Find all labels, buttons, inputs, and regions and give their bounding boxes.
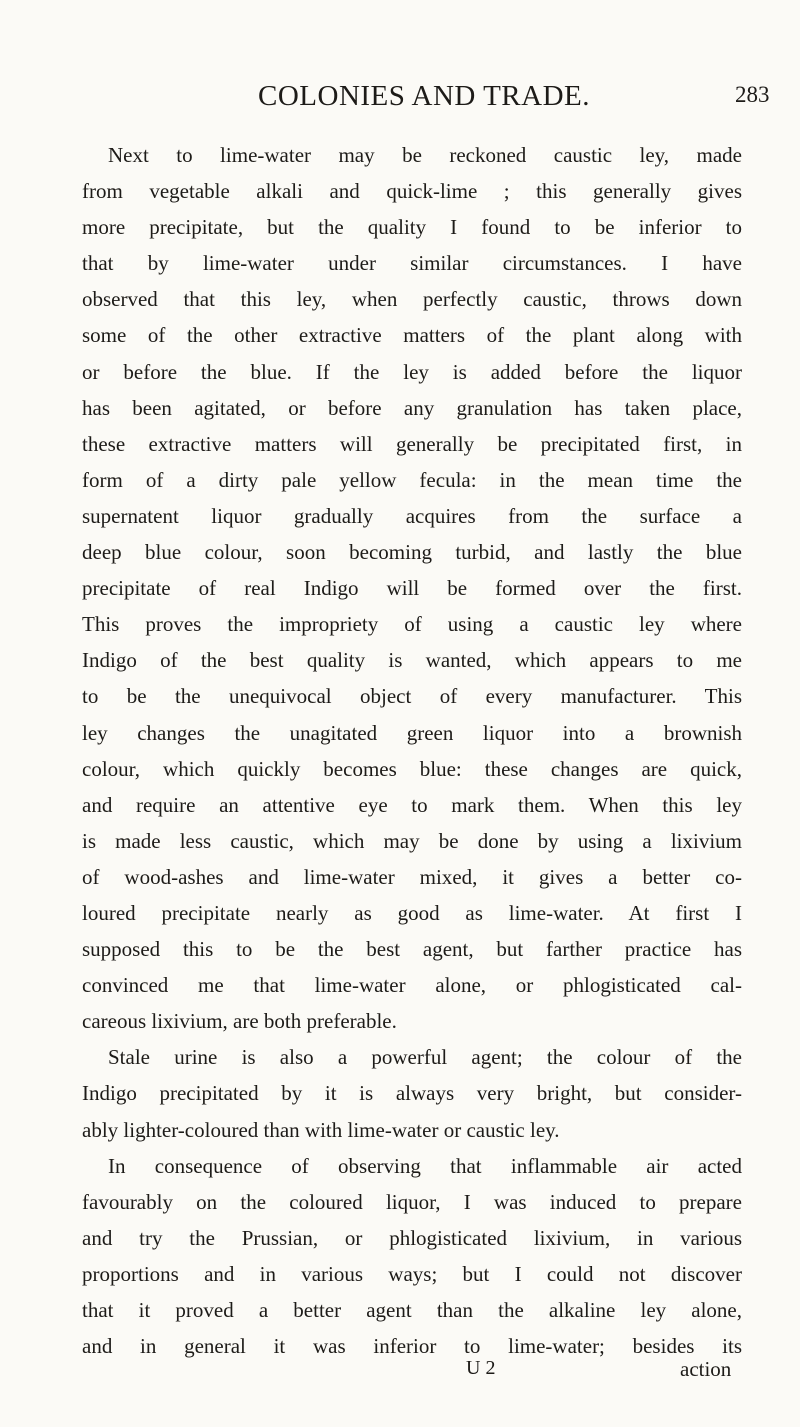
text-line: and in general it was inferior to lime-water; besides its xyxy=(82,1334,742,1359)
text-line: ably lighter-coloured than with lime-water or caustic ley. xyxy=(82,1117,560,1142)
text-line: is made less caustic, which may be done by using a lixivium xyxy=(82,828,742,853)
text-line: or before the blue. If the ley is added before the liquor xyxy=(82,359,742,384)
text-line: these extractive matters will generally be precipitated first, in xyxy=(82,431,742,456)
signature-mark: U 2 xyxy=(466,1357,496,1379)
text-line: convinced me that lime-water alone, or phlogisticated cal- xyxy=(82,973,742,998)
text-line: precipitate of real Indigo will be formed over the first. xyxy=(82,576,742,601)
text-line: careous lixivium, are both preferable. xyxy=(82,1009,397,1034)
text-line: colour, which quickly becomes blue: these changes are quick, xyxy=(82,756,742,781)
text-line: of wood-ashes and lime-water mixed, it gives a better co- xyxy=(82,864,742,889)
text-line: some of the other extractive matters of the plant along with xyxy=(82,323,742,348)
text-line: supernatent liquor gradually acquires from the surface a xyxy=(82,503,742,528)
text-line: and try the Prussian, or phlogisticated lixivium, in various xyxy=(82,1225,742,1250)
text-line: Stale urine is also a powerful agent; the colour of the xyxy=(108,1045,742,1070)
text-line: from vegetable alkali and quick-lime ; this generally gives xyxy=(82,179,742,204)
text-line: Next to lime-water may be reckoned caustic ley, made xyxy=(108,143,742,167)
catchword: action xyxy=(680,1357,732,1381)
text-line: that by lime-water under similar circumstances. I have xyxy=(82,251,742,276)
text-line: deep blue colour, soon becoming turbid, and lastly the blue xyxy=(82,540,742,565)
text-line: favourably on the coloured liquor, I was induced to prepare xyxy=(82,1189,742,1214)
text-line: and require an attentive eye to mark them. When this ley xyxy=(82,792,742,817)
text-line: that it proved a better agent than the alkaline ley alone, xyxy=(82,1298,742,1322)
text-line: to be the unequivocal object of every manufacturer. This xyxy=(82,684,742,709)
running-title: COLONIES AND TRADE. xyxy=(258,80,590,112)
text-line: loured precipitate nearly as good as lime-water. At first I xyxy=(82,900,742,925)
text-line: Indigo precipitated by it is always very bright, but consider- xyxy=(82,1081,742,1106)
text-line: supposed this to be the best agent, but farther practice has xyxy=(82,937,742,962)
page-number: 283 xyxy=(735,82,770,107)
text-line: has been agitated, or before any granulation has taken place, xyxy=(82,395,742,420)
text-line: ley changes the unagitated green liquor into a brownish xyxy=(82,720,742,745)
text-line: form of a dirty pale yellow fecula: in the mean time the xyxy=(82,467,742,492)
body-text xyxy=(82,137,742,1364)
text-line: In consequence of observing that inflammable air acted xyxy=(108,1153,742,1178)
text-line: more precipitate, but the quality I found to be inferior to xyxy=(82,215,742,240)
text-line: This proves the impropriety of using a caustic ley where xyxy=(82,612,742,637)
text-line: observed that this ley, when perfectly caustic, throws down xyxy=(82,287,742,312)
text-line: proportions and in various ways; but I could not discover xyxy=(82,1261,742,1286)
text-line: Indigo of the best quality is wanted, which appears to me xyxy=(82,648,742,673)
